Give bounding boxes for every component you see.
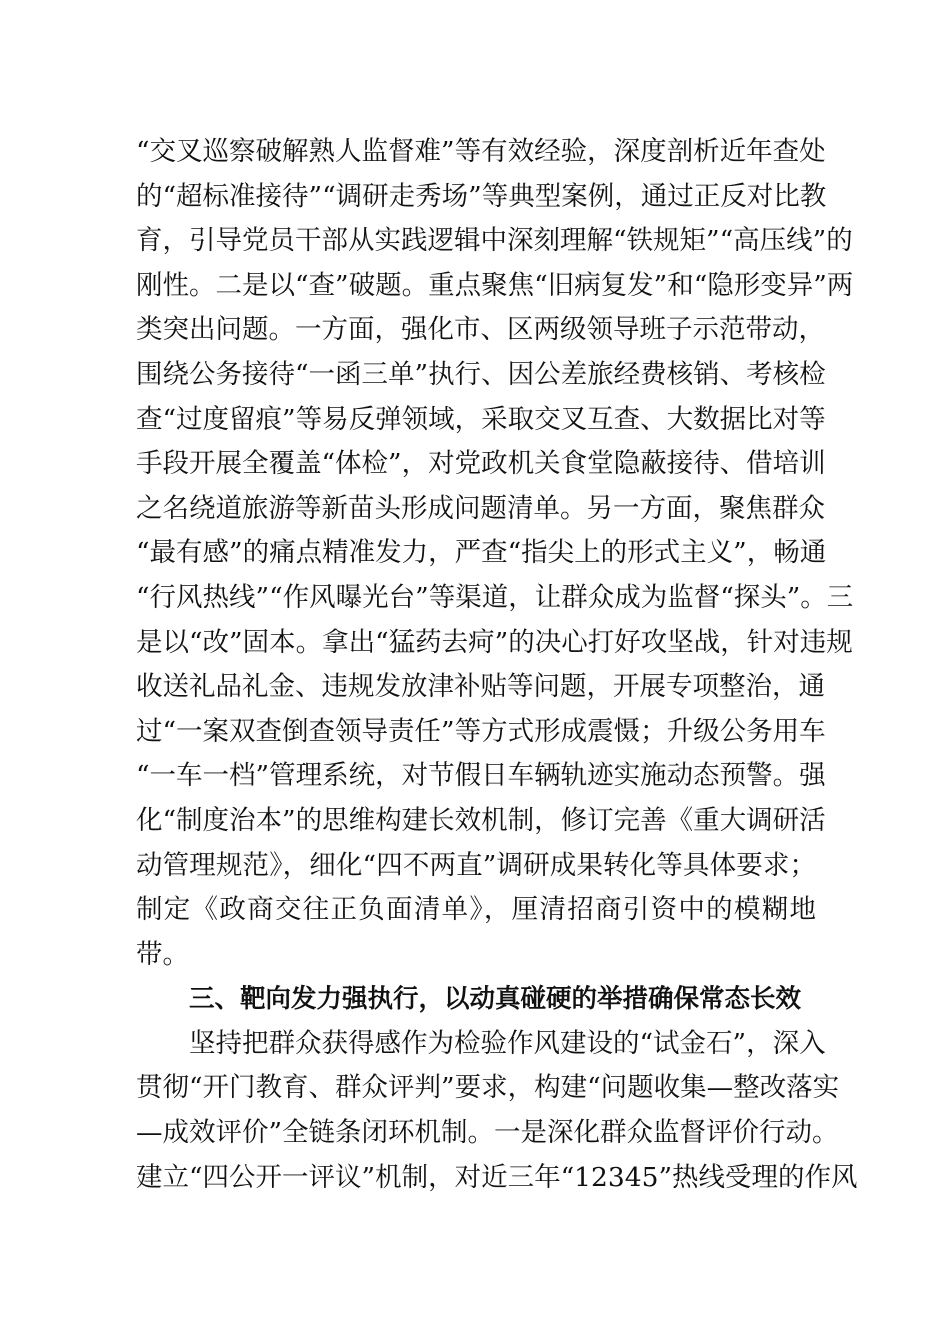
paragraph-1 xyxy=(136,130,854,977)
paragraph-line: 坚持把群众获得感作为检验作风建设的“试金石”，深入 xyxy=(189,1027,826,1059)
paragraph-line: 是以“改”固本。拿出“猛药去疴”的决心打好攻坚战，针对违规 xyxy=(136,626,853,658)
paragraph-line: 建立“四公开一评议”机制，对近三年“12345”热线受理的作风 xyxy=(136,1161,858,1193)
paragraph-line: “交叉巡察破解熟人监督难”等有效经验，深度剖析近年查处 xyxy=(136,136,826,167)
paragraph-line: 手段开展全覆盖“体检”，对党政机关食堂隐蔽接待、借培训 xyxy=(136,448,826,480)
paragraph-line: 围绕公务接待“一函三单”执行、因公差旅经费核销、考核检 xyxy=(136,358,826,390)
paragraph-line: “行风热线”“作风曝光台”等渠道，让群众成为监督“探头”。三 xyxy=(136,581,854,613)
section-heading: 三、靶向发力强执行，以动真碰硬的举措确保常态长效 xyxy=(189,984,802,1015)
paragraph-line: 贯彻“开门教育、群众评判”要求，构建“问题收集—整改落实 xyxy=(136,1072,840,1104)
paragraph-line: 化“制度治本”的思维构建长效机制，修订完善《重大调研活 xyxy=(136,804,826,836)
paragraph-line: —成效评价”全链条闭环机制。一是深化群众监督评价行动。 xyxy=(136,1117,839,1149)
paragraph-line: 动管理规范》，细化“四不两直”调研成果转化等具体要求； xyxy=(136,849,816,881)
paragraph-line: 制定《政商交往正负面清单》，厘清招商引资中的模糊地 xyxy=(136,894,816,926)
paragraph-line: 带。 xyxy=(136,938,189,970)
paragraph-line: 收送礼品礼金、违规发放津补贴等问题，开展专项整治，通 xyxy=(136,671,825,703)
paragraph-2 xyxy=(136,1022,858,1200)
paragraph-line: 育，引导党员干部从实践逻辑中深刻理解“铁规矩”“高压线”的 xyxy=(136,225,853,257)
paragraph-line: 过“一案双查倒查领导责任”等方式形成震慑；升级公务用车 xyxy=(136,715,826,747)
document-body xyxy=(136,130,858,1200)
paragraph-line: 的“超标准接待”“调研走秀场”等典型案例，通过正反对比教 xyxy=(136,180,827,212)
paragraph-line: 查“过度留痕”等易反弹领域，采取交叉互查、大数据比对等 xyxy=(136,403,826,435)
paragraph-line: “一车一档”管理系统，对节假日车辆轨迹实施动态预警。强 xyxy=(136,760,826,792)
paragraph-line: 刚性。二是以“查”破题。重点聚焦“旧病复发”和“隐形变异”两 xyxy=(136,269,854,301)
paragraph-line: 之名绕道旅游等新苗头形成问题清单。另一方面，聚焦群众 xyxy=(136,492,825,524)
paragraph-line: “最有感”的痛点精准发力，严查“指尖上的形式主义”，畅通 xyxy=(136,537,827,569)
paragraph-line: 类突出问题。一方面，强化市、区两级领导班子示范带动， xyxy=(136,314,825,346)
